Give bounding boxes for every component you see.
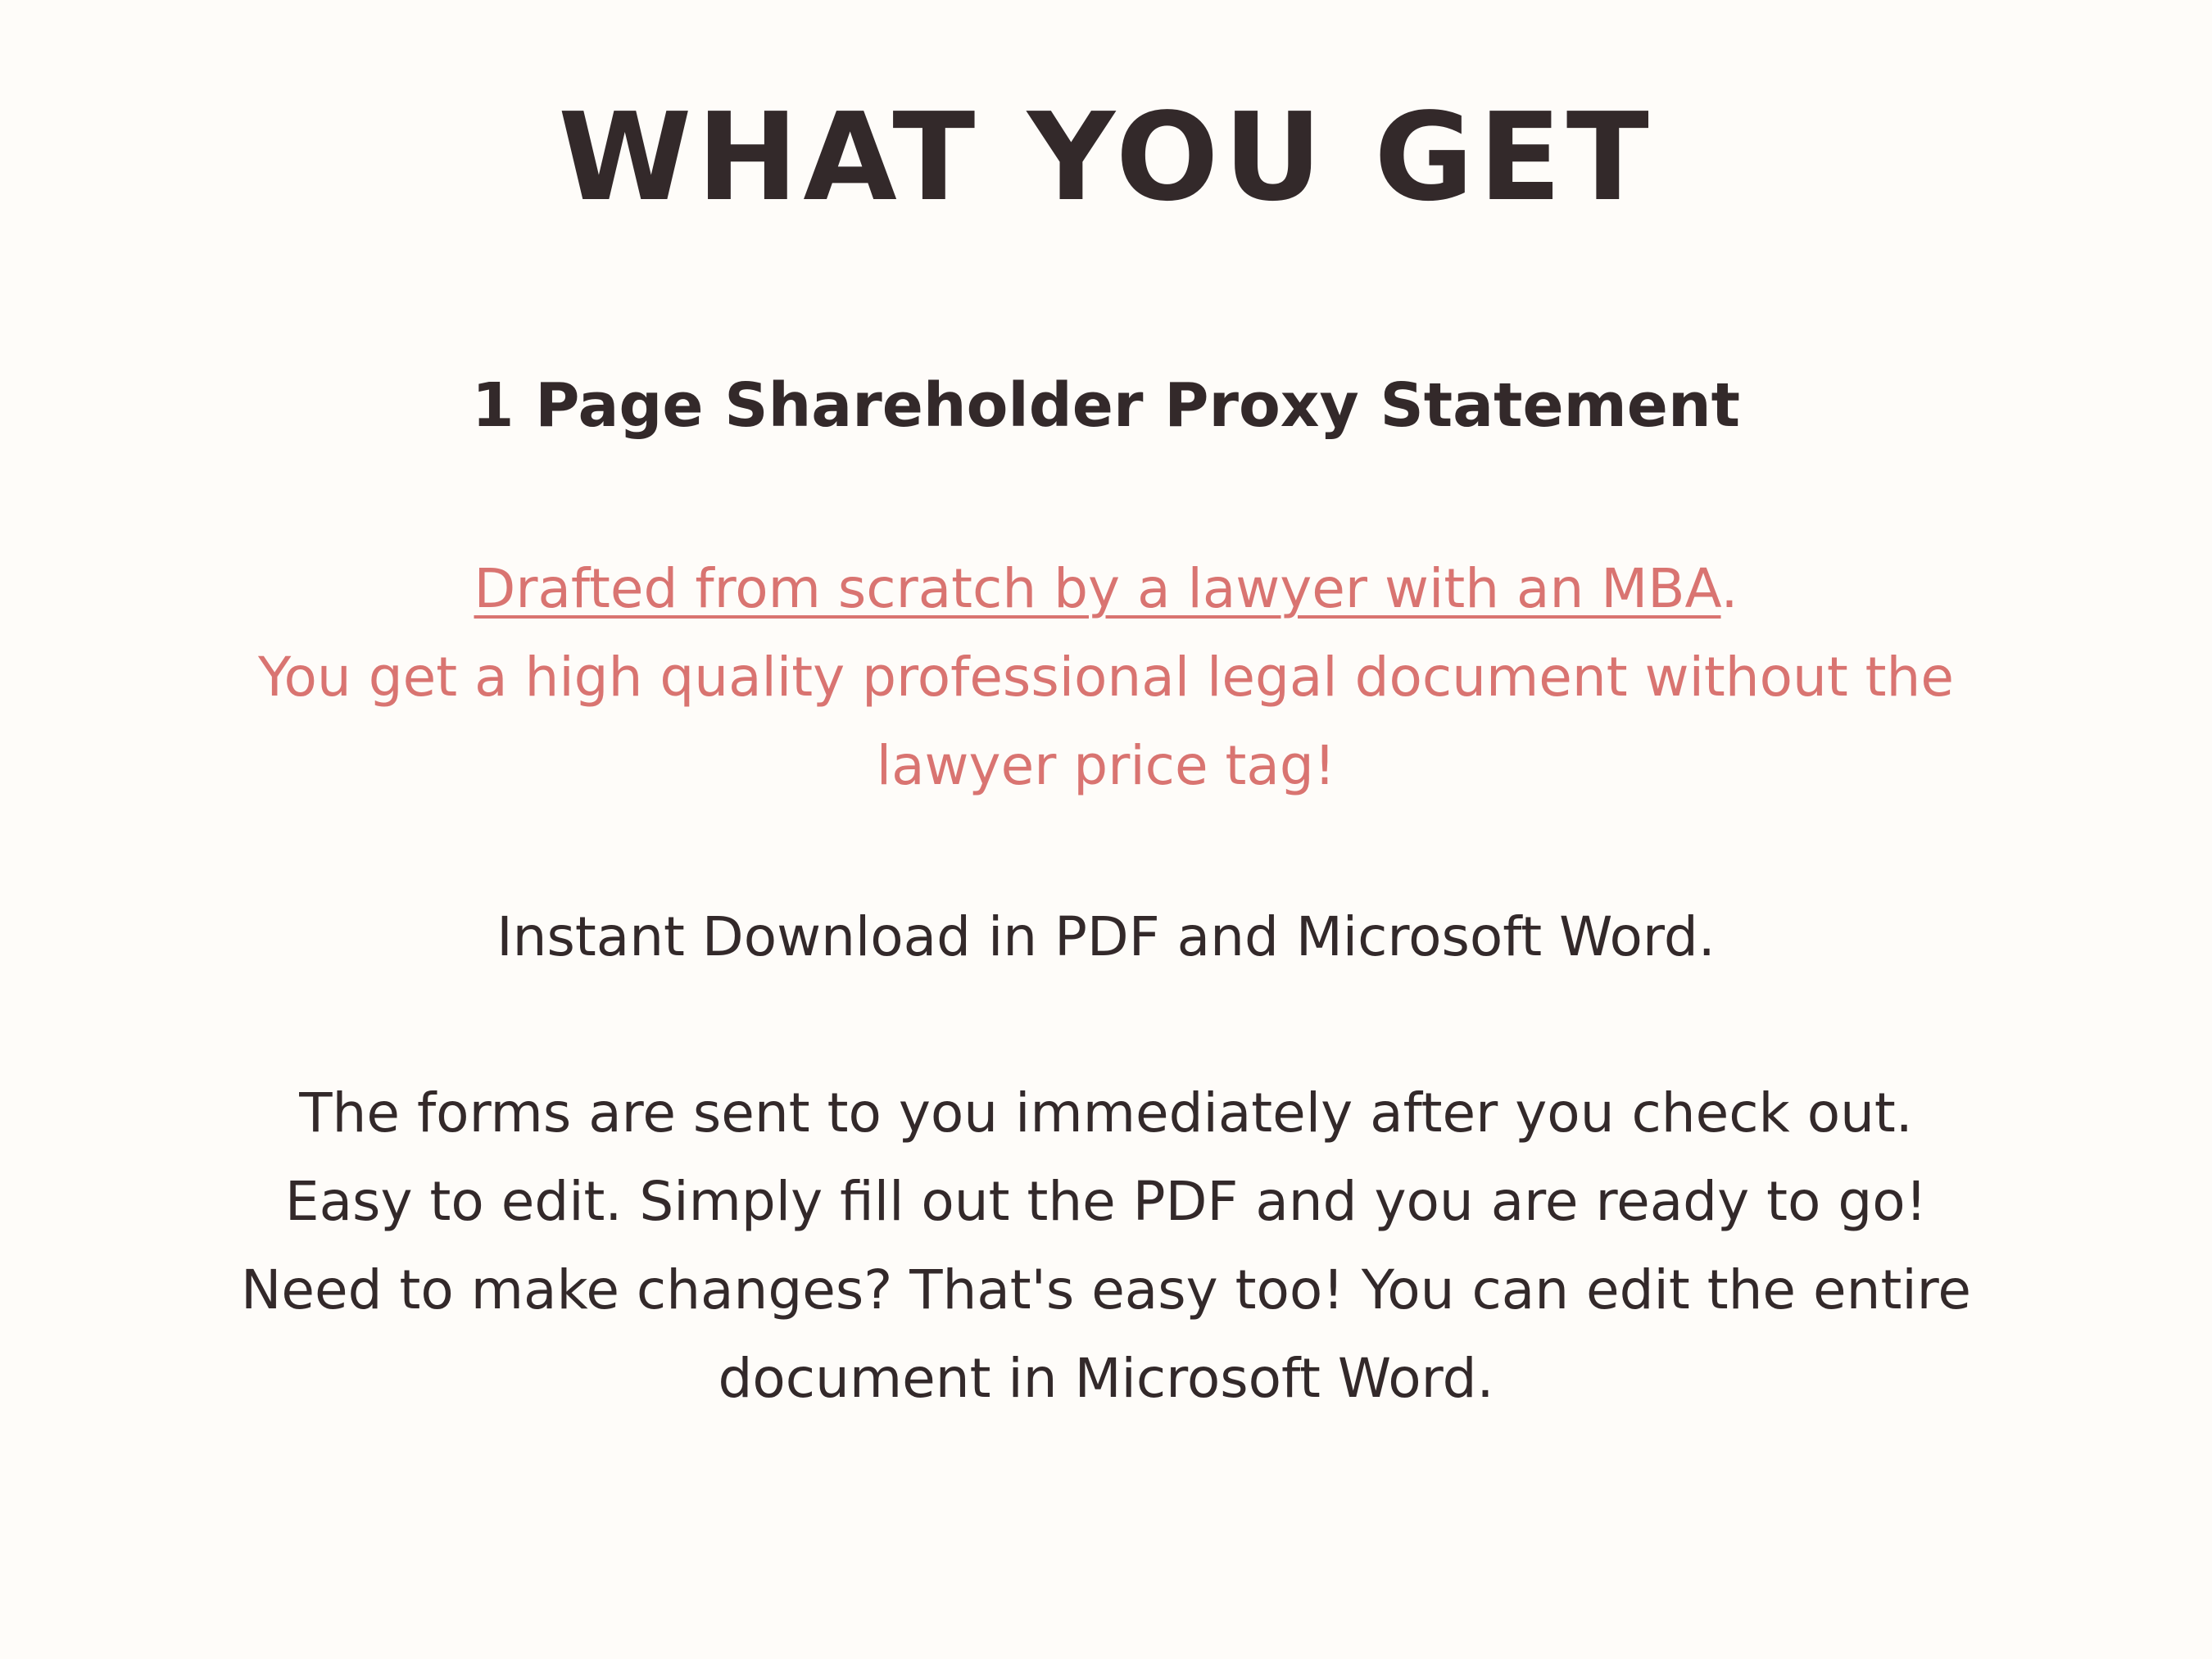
accent-line-1 (180, 545, 2032, 633)
description-line-3: Need to make changes? That's easy too! You can edit the entire (241, 1258, 1971, 1321)
description-text (180, 1069, 2032, 1423)
page-title: WHAT YOU GET (558, 87, 1654, 228)
download-info: Instant Download in PDF and Microsoft Word. (496, 905, 1716, 968)
description-line-1: The forms are sent to you immediately after you check out. (299, 1081, 1913, 1145)
accent-line-3: lawyer price tag! (876, 734, 1336, 797)
accent-line-2: You get a high quality professional legal document without the (257, 646, 1954, 709)
link-suffix: . (1720, 557, 1738, 620)
description-line-4: document in Microsoft Word. (718, 1347, 1494, 1410)
description-line-2: Easy to edit. Simply fill out the PDF and you are ready to go! (284, 1170, 1928, 1233)
lawyer-highlight-text (180, 545, 2032, 810)
product-subtitle: 1 Page Shareholder Proxy Statement (471, 370, 1741, 441)
lawyer-mba-link[interactable]: Drafted from scratch by a lawyer with an MBA (474, 557, 1721, 620)
